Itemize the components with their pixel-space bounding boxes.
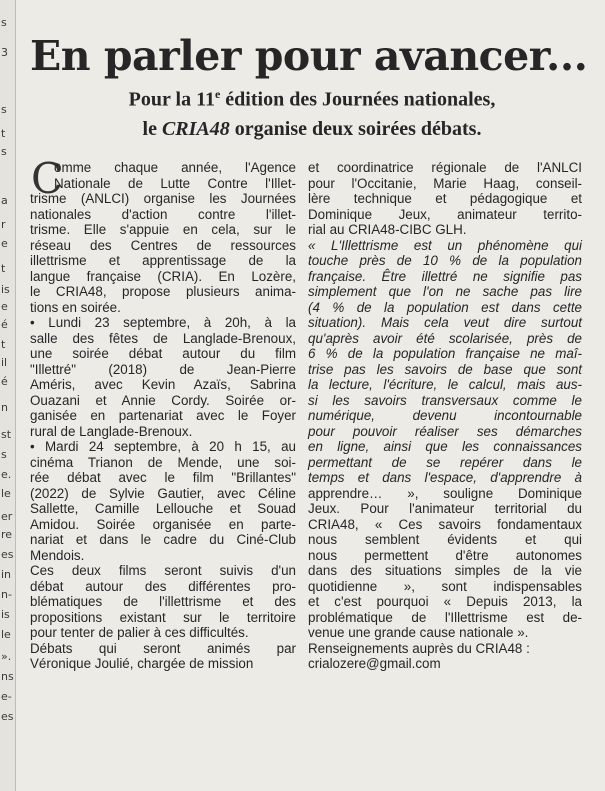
text-line: 6 % de la population française ne maî- (308, 346, 582, 361)
text-line: trisme (ANLCI) organise les Journées (30, 191, 296, 206)
text-line: apprendre… », souligne Dominique (308, 485, 582, 501)
text-line: si les savoirs transversaux comme le (308, 392, 582, 408)
text-line: (2022) de Sylvie Gautier, avec Céline (30, 485, 296, 501)
text-line: (4 % de la population est dans cette (308, 299, 582, 315)
text-line: Jeux. Pour l'animateur territorial du (308, 501, 582, 516)
deck-line-2-end: organise deux soirées débats. (229, 117, 482, 140)
margin-fragment: r (1, 218, 6, 231)
text-line: trisme. Elle s'appuie en cela, sur le (30, 222, 296, 237)
margin-fragment: e (1, 300, 8, 313)
margin-fragment: t (1, 127, 6, 140)
text-line: crialozere@gmail.com (308, 656, 441, 671)
margin-fragment: ». (1, 650, 12, 663)
margin-fragment: t (1, 262, 6, 275)
text-line: débat autour des différentes pro- (30, 578, 296, 594)
deck-line-1-start: Pour la 11 (128, 88, 215, 111)
margin-fragment: e (1, 237, 8, 250)
text-line: Véronique Joulié, chargée de mission (30, 656, 254, 671)
margin-fragment: le (1, 487, 11, 500)
margin-fragment: es (1, 548, 14, 561)
text-line: une soirée débat autour du film (30, 346, 296, 361)
margin-fragment: ns (1, 670, 14, 683)
text-line: Ouazani et Annie Cordy. Soirée or- (30, 392, 296, 408)
text-line: Dominique Jeux, animateur territo- (308, 206, 582, 222)
text-line: touche près de 10 % de la population (308, 253, 582, 268)
text-line: langue française (CRIA). En Lozère, (30, 268, 296, 284)
margin-fragment: e. (1, 468, 12, 481)
text-line: dans des situations simples de la vie (308, 563, 582, 578)
article-deck (32, 80, 592, 144)
margin-fragment: s (1, 448, 7, 461)
text-line: Nationale de Lutte Contre l'Illet- (54, 175, 296, 191)
margin-fragment: re (1, 528, 13, 541)
text-line: nariat et dans le cadre du Ciné-Club (30, 532, 296, 547)
margin-fragment: is (1, 608, 10, 621)
text-line: Ces deux films seront suivis d'un (30, 563, 296, 578)
text-line: rural de Langlade-Brenoux. (30, 423, 193, 439)
text-line: blématiques de l'illettrisme et des (30, 594, 296, 609)
text-line: Mendois. (30, 547, 85, 563)
margin-fragment: le (1, 628, 11, 641)
text-line: nous semblent évidents et qui (308, 532, 582, 547)
deck-line-2 (32, 115, 592, 144)
text-line: venue une grande cause nationale ». (308, 625, 529, 640)
text-line: illettrisme et apprentissage de la (30, 253, 296, 268)
text-line: le CRIA48, propose plusieurs anima- (30, 284, 296, 299)
text-line: ganisée en partenariat avec le Foyer (30, 408, 296, 423)
text-line: nous permettent d'être autonomes (308, 547, 582, 563)
text-line: tions en soirée. (30, 299, 121, 315)
text-line: • Lundi 23 septembre, à 20h, à la (30, 315, 296, 330)
text-line: rial au CRIA48-CIBC GLH. (308, 222, 467, 237)
text-line: propositions existant sur le territoire (30, 609, 296, 625)
text-line: la lecture, l'écriture, le calcul, mais aus- (308, 377, 582, 392)
text-line: lère technique et pédagogique et (308, 191, 582, 206)
deck-line-1-end: édition des Journées nationales, (220, 88, 496, 111)
text-line: « L'Illettrisme est un phénomène qui (308, 237, 582, 253)
margin-fragment: e- (1, 690, 12, 703)
text-line: temps et dans l'espace, d'apprendre à (308, 470, 582, 485)
drop-cap: C (31, 154, 64, 203)
margin-fragment: n- (1, 588, 12, 601)
text-line: Renseignements auprès du CRIA48 : (308, 640, 530, 656)
text-line: salle des fêtes de Langlade-Brenoux, (30, 330, 296, 346)
text-line: quotidienne », sont indispensables (308, 578, 582, 594)
margin-fragment: in (1, 568, 12, 581)
margin-fragment: is (1, 283, 10, 296)
margin-fragment: es (1, 710, 14, 723)
margin-fragment: s (1, 16, 7, 29)
text-line: et coordinatrice régionale de l'ANLCI (308, 160, 582, 175)
text-line: numérique, devenu incontournable (308, 408, 582, 423)
deck-superscript: e (214, 87, 221, 101)
margin-fragment: s (1, 103, 7, 116)
deck-organisation: CRIA48 (161, 117, 230, 140)
text-line: pour l'Occitanie, Marie Haag, conseil- (308, 175, 582, 191)
text-line: omme chaque année, l'Agence (54, 160, 296, 175)
text-line: problématique de l'Illettrisme est de- (308, 609, 582, 625)
text-line: • Mardi 24 septembre, à 20 h 15, au (30, 439, 296, 454)
margin-fragment: n (1, 401, 8, 414)
margin-fragment: s (1, 145, 7, 158)
text-line: pour pouvoir réaliser ses démarches (308, 423, 582, 439)
text-line: permettant de se repérer dans le (308, 454, 582, 470)
text-line: nationales d'action contre l'illet- (30, 206, 296, 222)
text-line: en ligne, ainsi que les connaissances (308, 439, 582, 454)
margin-fragment: a (1, 194, 8, 207)
margin-fragment: il (1, 356, 8, 369)
text-line: Sallette, Camille Lellouche et Souad (30, 501, 296, 516)
text-line: simplement que l'on ne sache pas lire (308, 284, 582, 299)
text-line: trise pas les savoirs de base que sont (308, 361, 582, 377)
text-line: CRIA48, « Ces savoirs fondamentaux (308, 516, 582, 532)
margin-fragment: st (1, 428, 12, 441)
margin-fragment: é (1, 375, 8, 388)
margin-fragment: é (1, 318, 8, 331)
text-line: "Illettré" (2018) de Jean-Pierre (30, 361, 296, 377)
margin-fragment: 3 (1, 46, 8, 59)
deck-line-2-start: le (142, 117, 162, 140)
text-line: cinéma Trianon de Mende, une soi- (30, 454, 296, 470)
adjacent-column-edge (0, 0, 16, 791)
text-line: Amidou. Soirée organisée en parte- (30, 516, 296, 532)
text-line: réseau des Centres de ressources (30, 237, 296, 253)
text-line: situation). Mais cela veut dire surtout (308, 315, 582, 330)
text-line: qu'après avoir été scolarisée, près de (308, 330, 582, 346)
text-line: et c'est pourquoi « Depuis 2013, la (308, 594, 582, 609)
margin-fragment: er (1, 510, 13, 523)
article-column-right (308, 160, 582, 672)
text-line: pour tenter de palier à ces difficultés. (30, 625, 249, 640)
margin-fragment: t (1, 338, 6, 351)
article-headline: En parler pour avancer... (30, 32, 588, 81)
text-line: Améris, avec Kevin Azaïs, Sabrina (30, 377, 296, 392)
text-line: Débats qui seront animés par (30, 640, 296, 656)
text-line: rée débat avec le film "Brillantes" (30, 470, 296, 485)
deck-line-1 (32, 80, 592, 115)
article-column-left (30, 154, 296, 672)
text-line: française. Être illettré ne signifie pas (308, 268, 582, 284)
